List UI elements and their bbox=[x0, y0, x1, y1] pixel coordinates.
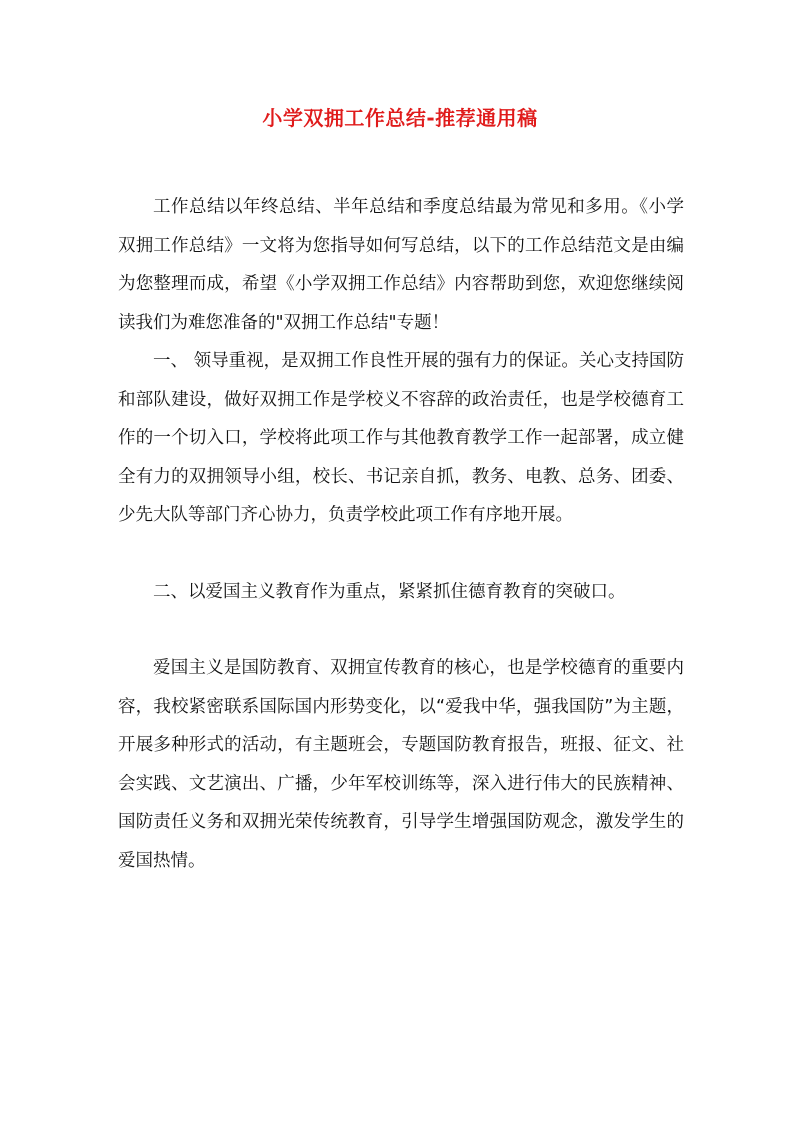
document-title: 小学双拥工作总结-推荐通用稿 bbox=[262, 106, 538, 130]
document-body bbox=[118, 188, 684, 880]
paragraph-section-one: 一、 领导重视，是双拥工作良性开展的强有力的保证。关心支持国防和部队建设，做好双拥工作是学校义不容辞的政治责任，也是学校德育工作的一个切入口，学校将此项工作与其他教育教学工作一起部署，成立健全有力的双拥领导小组，校长、书记亲自抓，教务、电教、总务、团委、少先大队等部门齐心协力，负责学校此项工作有序地开展。 bbox=[118, 351, 684, 525]
paragraph-intro: 工作总结以年终总结、半年总结和季度总结最为常见和多用。《小学双拥工作总结》一文将为您指导如何写总结，以下的工作总结范文是由编为您整理而成，希望《小学双拥工作总结》内容帮助到您，欢迎您继续阅读我们为难您准备的"双拥工作总结"专题！ bbox=[118, 197, 684, 333]
paragraph-section-two-heading: 二、以爱国主义教育作为重点，紧紧抓住德育教育的突破口。 bbox=[153, 581, 626, 602]
paragraph-section-two-body: 爱国主义是国防教育、双拥宣传教育的核心，也是学校德育的重要内容，我校紧密联系国际国内形势变化，以“爱我中华，强我国防”为主题，开展多种形式的活动，有主题班会，专题国防教育报告，班报、征文、社会实践、文艺演出、广播，少年军校训练等，深入进行伟大的民族精神、国防责任义务和双拥光荣传统教育，引导学生增强国防观念，激发学生的爱国热情。 bbox=[118, 658, 684, 871]
